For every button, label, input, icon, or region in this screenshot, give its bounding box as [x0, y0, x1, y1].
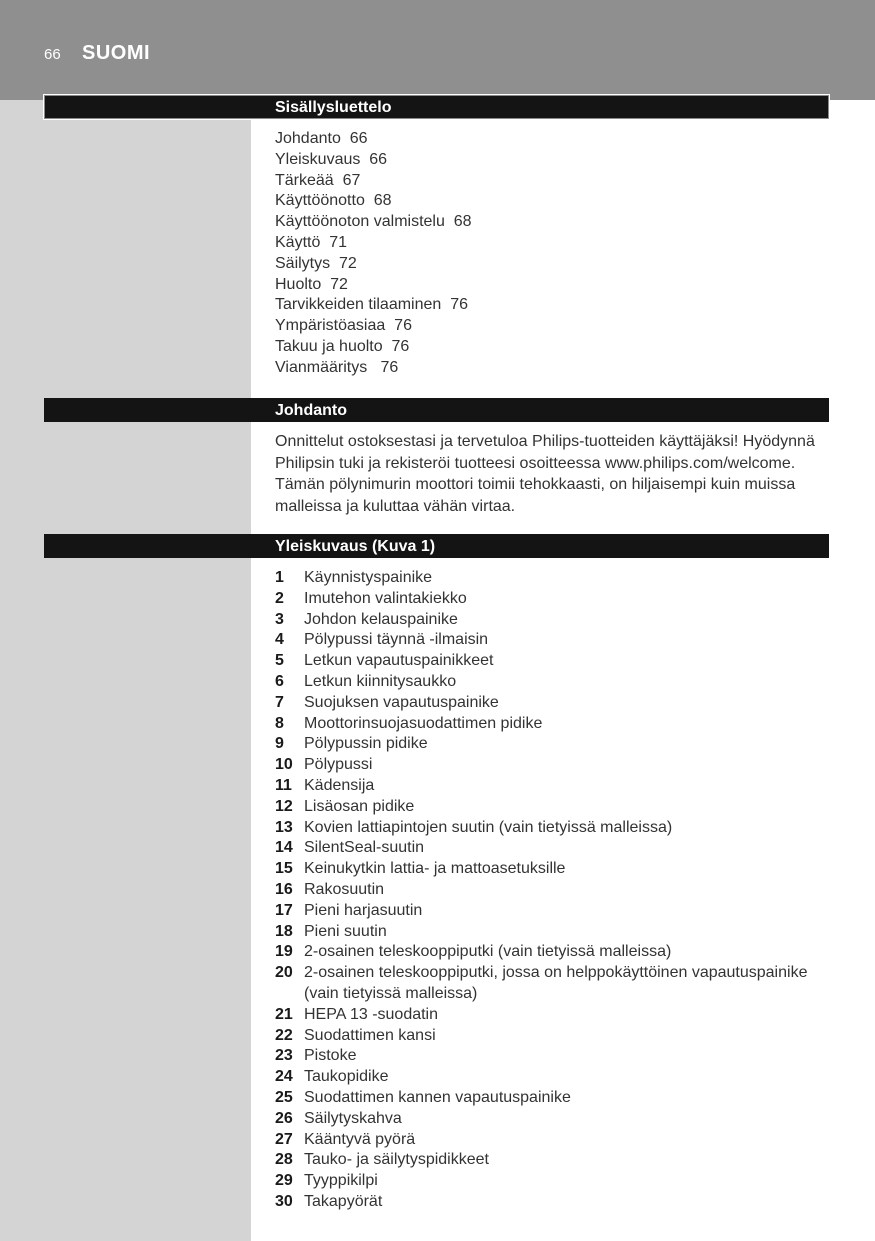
- part-label: Pölypussin pidike: [304, 735, 428, 753]
- part-label: HEPA 13 -suodatin: [304, 1005, 439, 1023]
- intro-paragraph: Onnittelut ostoksestasi ja tervetuloa Philips-tuotteiden käyttäjäksi! Hyödynnä Philipsin tuki ja rekisteröi tuotteesi osoitteessa www.philips.com/welcome. Tämän pölynimurin moottori toimii tehokkaasti, on hiljaisempi kuin muissa malleissa ja kuluttaa vähän virtaa.: [275, 433, 815, 515]
- part-item: [275, 651, 831, 672]
- part-label: Pistoke: [304, 1047, 357, 1065]
- part-number: 22: [275, 1026, 293, 1044]
- part-number: 6: [275, 672, 284, 690]
- part-label: Imutehon valintakiekko: [304, 589, 467, 607]
- part-label: 2-osainen teleskooppiputki (vain tietyissä malleissa): [304, 943, 672, 961]
- part-item: [275, 1130, 831, 1151]
- part-number: 1: [275, 569, 284, 586]
- toc-item: Vianmääritys 76: [275, 358, 399, 376]
- part-item: [275, 734, 831, 755]
- part-item: [275, 1088, 831, 1109]
- part-number: 26: [275, 1109, 293, 1127]
- part-number: 19: [275, 943, 293, 961]
- part-number: 16: [275, 880, 293, 898]
- part-item: [275, 714, 831, 735]
- part-number: 3: [275, 610, 284, 628]
- part-label: Tyyppikilpi: [304, 1172, 378, 1190]
- part-label: Säilytyskahva: [304, 1109, 402, 1127]
- part-item: [275, 589, 831, 610]
- part-label: Suodattimen kannen vapautuspainike: [304, 1088, 571, 1106]
- toc-item: Takuu ja huolto 76: [275, 337, 410, 355]
- part-label: Kovien lattiapintojen suutin (vain tietyissä malleissa): [304, 818, 673, 836]
- toc-item: Käyttöönoton valmistelu 68: [275, 213, 472, 231]
- page-header-band: [0, 0, 875, 100]
- part-label: Letkun kiinnitysaukko: [304, 672, 457, 690]
- part-number: 28: [275, 1151, 293, 1169]
- overview-heading-bar: [44, 534, 829, 558]
- part-label: Johdon kelauspainike: [304, 610, 458, 628]
- part-label: Pölypussi: [304, 756, 373, 774]
- part-item: [275, 610, 831, 631]
- part-number: 4: [275, 631, 284, 649]
- part-item: [275, 1067, 831, 1088]
- toc-list: [275, 129, 472, 379]
- toc-item: Tärkeää 67: [275, 171, 361, 189]
- part-number: 7: [275, 693, 284, 711]
- part-number: 29: [275, 1172, 293, 1190]
- part-label: Taukopidike: [304, 1068, 389, 1086]
- part-number: 23: [275, 1047, 293, 1065]
- overview-title: Yleiskuvaus (Kuva 1): [275, 538, 436, 555]
- part-number: 8: [275, 714, 284, 732]
- part-label: Lisäosan pidike: [304, 797, 415, 815]
- parts-list: [275, 568, 831, 1213]
- part-number: 30: [275, 1192, 293, 1210]
- part-number: 12: [275, 797, 293, 815]
- part-item: [275, 1171, 831, 1192]
- part-number: 5: [275, 652, 284, 670]
- part-number: 2: [275, 589, 284, 607]
- part-label: Moottorinsuojasuodattimen pidike: [304, 714, 543, 732]
- part-number: 15: [275, 860, 293, 878]
- part-item: [275, 1150, 831, 1171]
- part-number: 10: [275, 756, 293, 774]
- part-number: 21: [275, 1005, 293, 1023]
- intro-heading-bar: [44, 398, 829, 422]
- toc-item: Säilytys 72: [275, 254, 357, 272]
- toc-item: Käyttö 71: [275, 233, 348, 251]
- part-label: Suojuksen vapautuspainike: [304, 693, 499, 711]
- part-item: [275, 693, 831, 714]
- toc-title: Sisällysluettelo: [275, 99, 392, 116]
- part-label: Kädensija: [304, 776, 375, 794]
- toc-item: Yleiskuvaus 66: [275, 150, 388, 168]
- part-item: [275, 568, 831, 589]
- part-item: [275, 838, 831, 859]
- part-label: Takapyörät: [304, 1192, 383, 1210]
- part-label: 2-osainen teleskooppiputki, jossa on helppokäyttöinen vapautuspainike (vain tietyissä malleissa): [304, 964, 808, 1002]
- part-number: 25: [275, 1088, 293, 1106]
- part-number: 27: [275, 1130, 293, 1148]
- part-number: 14: [275, 839, 293, 857]
- part-number: 24: [275, 1068, 293, 1086]
- part-number: 13: [275, 818, 293, 836]
- part-item: [275, 672, 831, 693]
- part-item: [275, 630, 831, 651]
- part-label: Rakosuutin: [304, 880, 385, 898]
- page-number: 66: [44, 46, 61, 63]
- part-item: [275, 755, 831, 776]
- part-item: [275, 1192, 831, 1213]
- part-item: [275, 797, 831, 818]
- part-number: 9: [275, 735, 284, 753]
- part-label: Letkun vapautuspainikkeet: [304, 652, 494, 670]
- part-item: [275, 1046, 831, 1067]
- part-item: [275, 859, 831, 880]
- part-item: [275, 922, 831, 943]
- part-number: 17: [275, 901, 293, 919]
- toc-heading-bar: [44, 95, 829, 119]
- part-number: 18: [275, 922, 293, 940]
- language-heading: SUOMI: [82, 42, 151, 64]
- part-item: [275, 963, 831, 1005]
- part-number: 20: [275, 964, 293, 982]
- part-label: Pieni harjasuutin: [304, 901, 423, 919]
- part-label: SilentSeal-suutin: [304, 839, 425, 857]
- part-item: [275, 818, 831, 839]
- toc-item: Johdanto 66: [275, 130, 368, 147]
- part-item: [275, 1026, 831, 1047]
- part-label: Käynnistyspainike: [304, 569, 433, 586]
- toc-item: Tarvikkeiden tilaaminen 76: [275, 296, 468, 314]
- part-label: Suodattimen kansi: [304, 1026, 436, 1044]
- part-item: [275, 776, 831, 797]
- part-label: Keinukytkin lattia- ja mattoasetuksille: [304, 860, 566, 878]
- part-label: Pölypussi täynnä -ilmaisin: [304, 631, 489, 649]
- part-item: [275, 1109, 831, 1130]
- toc-item: Huolto 72: [275, 275, 348, 293]
- intro-title: Johdanto: [275, 402, 347, 419]
- part-number: 11: [275, 776, 292, 794]
- part-item: [275, 942, 831, 963]
- toc-item: Käyttöönotto 68: [275, 192, 392, 210]
- part-item: [275, 880, 831, 901]
- part-label: Kääntyvä pyörä: [304, 1130, 416, 1148]
- left-margin-column: [0, 100, 251, 1241]
- part-label: Tauko- ja säilytyspidikkeet: [304, 1151, 489, 1169]
- part-label: Pieni suutin: [304, 922, 387, 940]
- part-item: [275, 901, 831, 922]
- part-item: [275, 1005, 831, 1026]
- toc-item: Ympäristöasiaa 76: [275, 317, 412, 335]
